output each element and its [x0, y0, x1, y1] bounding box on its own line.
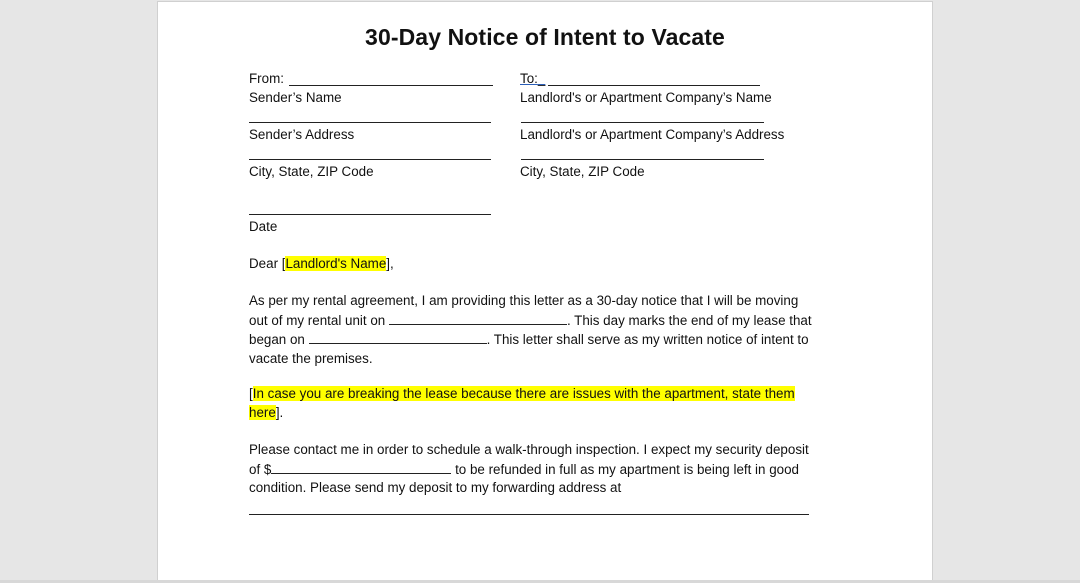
sender-city-caption: City, State, ZIP Code	[249, 164, 374, 179]
sender-address-caption: Sender’s Address	[249, 127, 355, 142]
move-out-label: out of my rental unit on	[249, 312, 386, 328]
move-out-date-blank[interactable]	[389, 311, 567, 325]
landlord-name-placeholder[interactable]: Landlord's Name	[285, 256, 387, 271]
greeting	[249, 255, 394, 273]
written-notice-text: . This letter shall serve as my written notice of intent to	[486, 332, 809, 347]
para2-open-bracket: [	[249, 386, 253, 401]
issues-placeholder-cont[interactable]: here	[249, 404, 276, 420]
document-page[interactable]	[158, 2, 932, 580]
para2-close-bracket: ].	[275, 404, 284, 420]
paragraph-deposit	[249, 441, 809, 498]
from-field[interactable]	[249, 70, 284, 88]
from-label: From:	[249, 71, 284, 86]
landlord-address-caption: Landlord's or Apartment Company’s Address	[520, 127, 785, 142]
deposit-label: of $	[249, 461, 272, 477]
landlord-city-caption: City, State, ZIP Code	[520, 164, 645, 179]
to-label: To:	[520, 71, 538, 86]
forwarding-address-line[interactable]	[249, 514, 809, 515]
greeting-suffix: ],	[386, 256, 394, 271]
to-label-suffix: _	[537, 71, 546, 86]
date-line	[249, 214, 491, 215]
landlord-address-line	[521, 122, 764, 123]
sender-city-line	[249, 159, 491, 160]
lease-start-date-blank[interactable]	[309, 330, 487, 344]
para3-line1: Please contact me in order to schedule a walk-through inspection. I expect my security deposit	[249, 442, 809, 457]
refund-text: to be refunded in full as my apartment is being left in good	[455, 461, 799, 477]
to-line	[548, 85, 760, 86]
document-title: 30-Day Notice of Intent to Vacate	[365, 24, 725, 50]
landlord-city-line	[521, 159, 764, 160]
para2-line1	[249, 385, 795, 404]
sender-address-line	[249, 122, 491, 123]
to-field[interactable]	[520, 70, 545, 88]
greeting-prefix: Dear [	[249, 256, 286, 271]
deposit-amount-blank[interactable]	[271, 460, 451, 474]
para3-line2	[249, 460, 809, 480]
from-line	[289, 85, 493, 86]
paragraph-issues	[249, 385, 795, 422]
para1-line2	[249, 311, 812, 331]
sender-name-caption: Sender’s Name	[249, 90, 342, 105]
para1-line1: As per my rental agreement, I am providing this letter as a 30-day notice that I will be moving	[249, 293, 799, 308]
date-caption: Date	[249, 219, 278, 234]
paragraph-notice	[249, 292, 812, 368]
lease-end-text: . This day marks the end of my lease that	[566, 312, 812, 328]
para1-line3	[249, 330, 812, 350]
issues-placeholder[interactable]: In case you are breaking the lease because there are issues with the apartment, state them	[252, 386, 795, 401]
para3-line3: condition. Please send my deposit to my forwarding address at	[249, 480, 622, 495]
para2-line2	[249, 404, 795, 423]
began-on-label: began on	[249, 332, 305, 347]
para1-line4: vacate the premises.	[249, 350, 373, 366]
landlord-name-caption: Landlord's or Apartment Company’s Name	[520, 90, 772, 105]
